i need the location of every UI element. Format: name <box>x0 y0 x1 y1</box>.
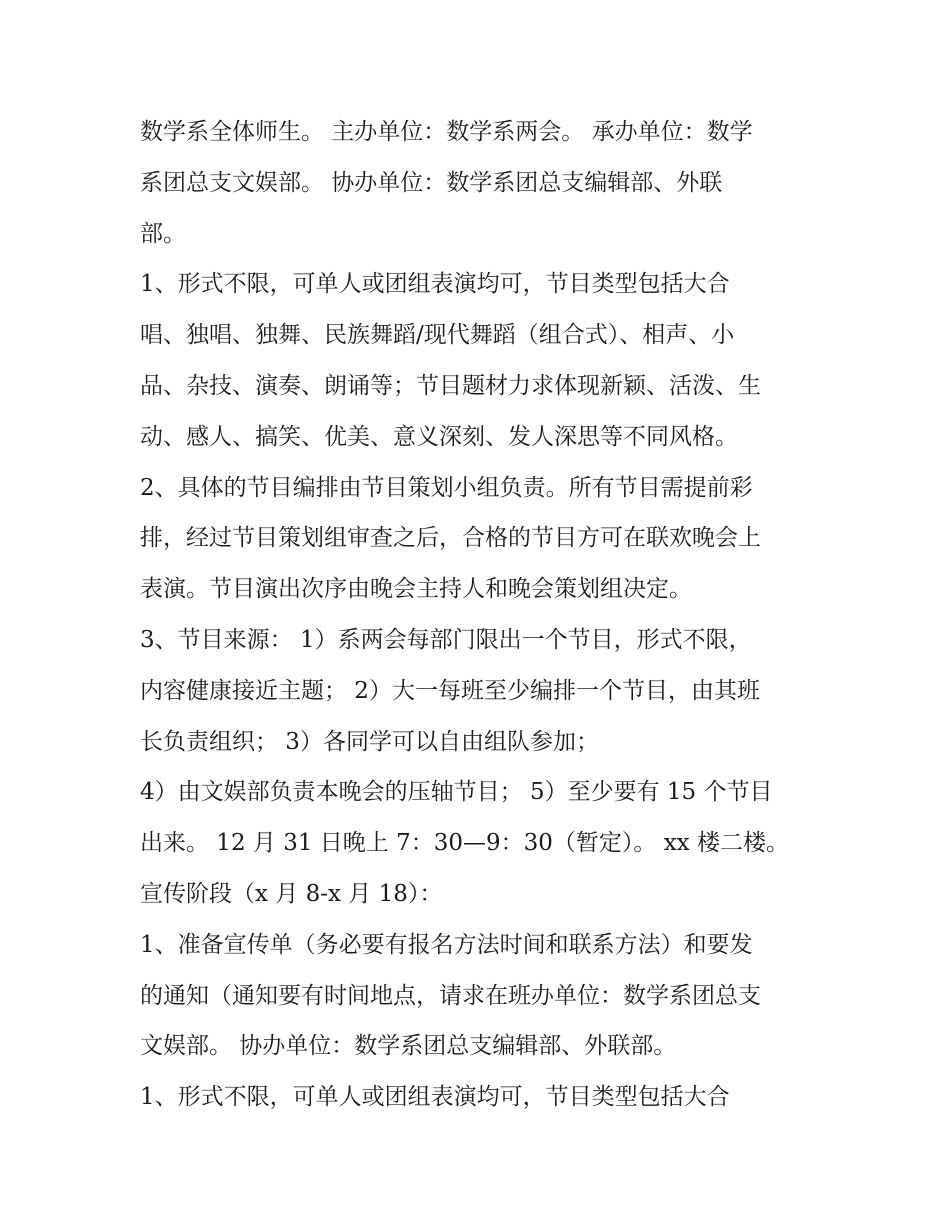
text-line: 2、具体的节目编排由节目策划小组负责。所有节目需提前彩 <box>140 474 753 501</box>
text-line: 出来。 12 月 31 日晚上 7：30—9：30（暂定）。 xx 楼二楼。 <box>140 830 789 857</box>
text-line: 1、形式不限，可单人或团组表演均可，节目类型包括大合 <box>140 1084 730 1111</box>
text-line: 部。 <box>140 220 186 247</box>
text-line: 长负责组织； 3）各同学可以自由组队参加； <box>140 728 599 755</box>
text-line: 表演。节目演出次序由晚会主持人和晚会策划组决定。 <box>140 576 692 603</box>
body-text <box>140 107 830 1123</box>
text-line: 唱、独唱、独舞、民族舞蹈/现代舞蹈（组合式）、相声、小 <box>140 322 735 349</box>
text-line: 的通知（通知要有时间地点，请求在班办单位：数学系团总支 <box>140 982 761 1009</box>
text-line: 宣传阶段（x 月 8-x 月 18）： <box>140 880 443 907</box>
text-line: 3、节目来源： 1）系两会每部门限出一个节目，形式不限， <box>140 626 752 653</box>
text-line: 1、准备宣传单（务必要有报名方法时间和联系方法）和要发 <box>140 931 753 958</box>
text-line: 排，经过节目策划组审查之后，合格的节目方可在联欢晚会上 <box>140 525 761 552</box>
text-line: 文娱部。 协办单位：数学系团总支编辑部、外联部。 <box>140 1033 677 1060</box>
text-line: 数学系全体师生。 主办单位：数学系两会。 承办单位：数学 <box>140 119 753 145</box>
text-line: 品、杂技、演奏、朗诵等；节目题材力求体现新颖、活泼、生 <box>140 372 761 399</box>
text-line: 内容健康接近主题； 2）大一每班至少编排一个节目，由其班 <box>140 677 760 704</box>
text-line: 动、感人、搞笑、优美、意义深刻、发人深思等不同风格。 <box>140 423 738 450</box>
text-line: 系团总支文娱部。 协办单位：数学系团总支编辑部、外联 <box>140 169 723 196</box>
text-line: 1、形式不限，可单人或团组表演均可，节目类型包括大合 <box>140 271 730 298</box>
text-line: 4）由文娱部负责本晚会的压轴节目； 5）至少要有 15 个节目 <box>140 779 773 806</box>
